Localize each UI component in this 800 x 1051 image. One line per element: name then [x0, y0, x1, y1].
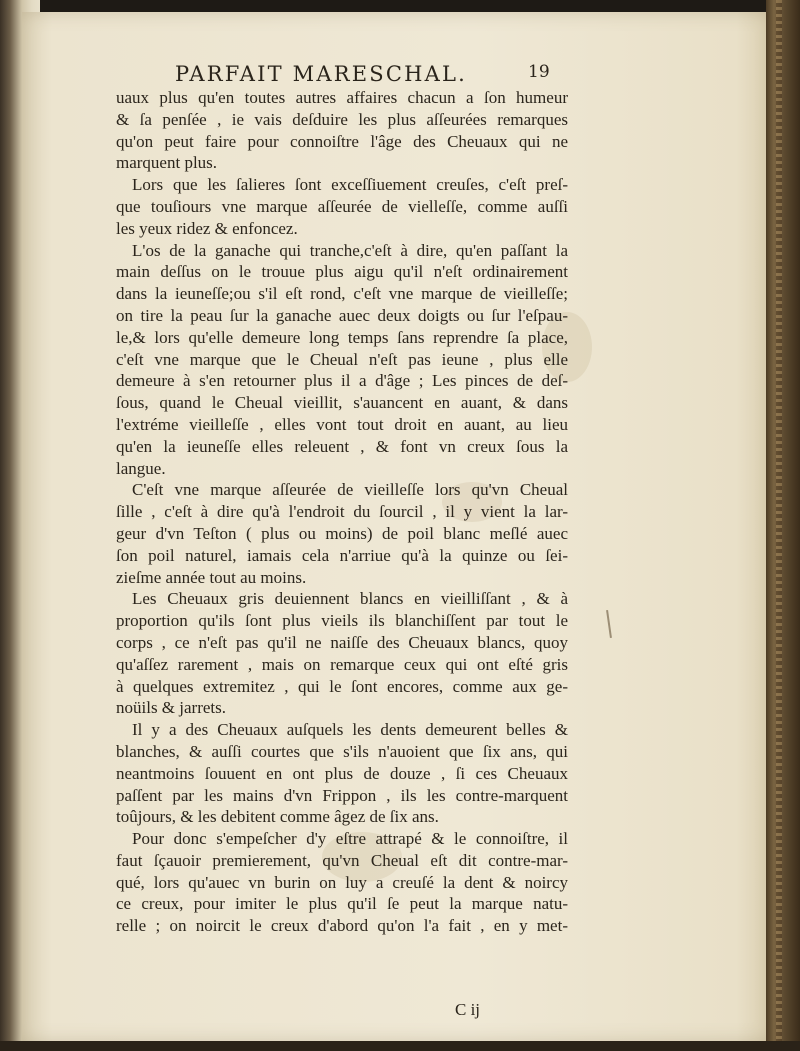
text-line: noüils & jarrets.: [116, 698, 227, 718]
bottom-page-edge: [0, 1041, 800, 1051]
text-line: dans la ieuneſſe;ou s'il eſt rond, c'eſt vne marque de vieilleſſe;: [116, 284, 568, 304]
text-line: Pour donc s'empeſcher d'y eſtre attrapé & le connoiſtre, il: [132, 829, 568, 849]
text-line: C'eſt vne marque aſſeurée de vieilleſſe lors qu'vn Cheual: [132, 480, 568, 500]
text-line: demeure à s'en retourner plus il a d'âge ; Les pinces de deſ-: [116, 371, 568, 391]
page-number: 19: [528, 62, 550, 82]
text-line: faut ſçauoir premierement, qu'vn Cheual eſt dit contre-mar-: [116, 850, 568, 870]
text-line: main deſſus on le trouue plus aigu qu'il n'eſt ordinairement: [116, 262, 568, 282]
text-line: qu'en la ieuneſſe elles releuent , & font vn creux ſous la: [116, 436, 568, 456]
text-line: ſon poil naturel, iamais cela n'arriue qu'à la quinze ou ſei-: [116, 545, 568, 565]
text-line: ſille , c'eſt à dire qu'à l'endroit du ſourcil , il y vient la lar-: [116, 502, 568, 522]
text-line: proportion qu'ils ſont plus vieils ils blanchiſſent par tout le: [116, 611, 568, 631]
text-line: on tire la peau ſur la ganache auec deux doigts ou ſur l'eſpau-: [116, 305, 568, 325]
text-line: toûjours, & les debitent comme âgez de ſix ans.: [116, 807, 439, 827]
text-line: Lors que les ſalieres ſont exceſſiuement creuſes, c'eſt preſ-: [132, 175, 568, 195]
text-line: ce creux, pour imiter le plus qu'il ſe peut la marque natu-: [116, 894, 568, 914]
text-line: langue.: [116, 458, 166, 478]
text-line: que touſiours vne marque aſſeurée de vielleſſe, comme auſſi: [116, 196, 568, 216]
text-line: zieſme année tout au moins.: [116, 567, 307, 587]
text-line: qu'aſſez rarement , mais on remarque ceux qui ont eſté gris: [116, 654, 568, 674]
text-line: geur d'vn Teſton ( plus ou moins) de poil blanc meſlé auec: [116, 523, 568, 543]
text-line: le,& lors qu'elle demeure long temps ſans reprendre ſa place,: [116, 327, 568, 347]
right-book-edge: [766, 0, 800, 1051]
body-text: [116, 87, 568, 937]
text-line: relle ; on noircit le creux d'abord qu'on l'a fait , en y met-: [116, 916, 568, 936]
signature-mark: C ij: [455, 1000, 481, 1019]
text-line: marquent plus.: [116, 153, 218, 173]
text-line: uaux plus qu'en toutes autres affaires chacun a ſon humeur: [116, 88, 568, 107]
text-line: qu'on peut faire pour connoiſtre l'âge des Cheuaux qui ne: [116, 131, 568, 151]
text-line: paſſent par les mains d'vn Frippon , ils les contre-marquent: [116, 785, 568, 805]
text-line: Il y a des Cheuaux auſquels les dents demeurent belles &: [132, 720, 568, 740]
text-line: à quelques extremitez , qui le ſont encores, comme aux ge-: [116, 676, 568, 696]
text-line: neantmoins ſouuent en ont plus de douze , ſi ces Cheuaux: [116, 763, 568, 783]
text-line: L'os de la ganache qui tranche,c'eſt à dire, qu'en paſſant la: [132, 240, 568, 260]
text-line: qué, lors qu'auec vn burin on luy a creuſé la dent & noircy: [116, 872, 568, 892]
text-line: les yeux ridez & enfoncez.: [116, 218, 298, 238]
text-line: ſous, quand le Cheual vieillit, s'auancent en auant, & dans: [116, 393, 568, 413]
running-title: PARFAIT MARESCHAL.: [175, 62, 468, 86]
text-line: c'eſt vne marque que le Cheual n'eſt pas ieune , plus elle: [116, 349, 568, 369]
text-line: & ſa penſée , ie vais deſduire les plus aſſeurées remarques: [116, 109, 568, 129]
text-line: blanches, & auſſi courtes que s'ils n'auoient que ſix ans, qui: [116, 741, 568, 761]
text-line: Les Cheuaux gris deuiennent blancs en vieilliſſant , & à: [132, 589, 568, 609]
text-line: corps , ce n'eſt pas qu'il ne naiſſe des Cheuaux blancs, quoy: [116, 632, 568, 652]
text-line: l'extréme vieilleſſe , elles vont tout droit en auant, au lieu: [116, 414, 568, 434]
